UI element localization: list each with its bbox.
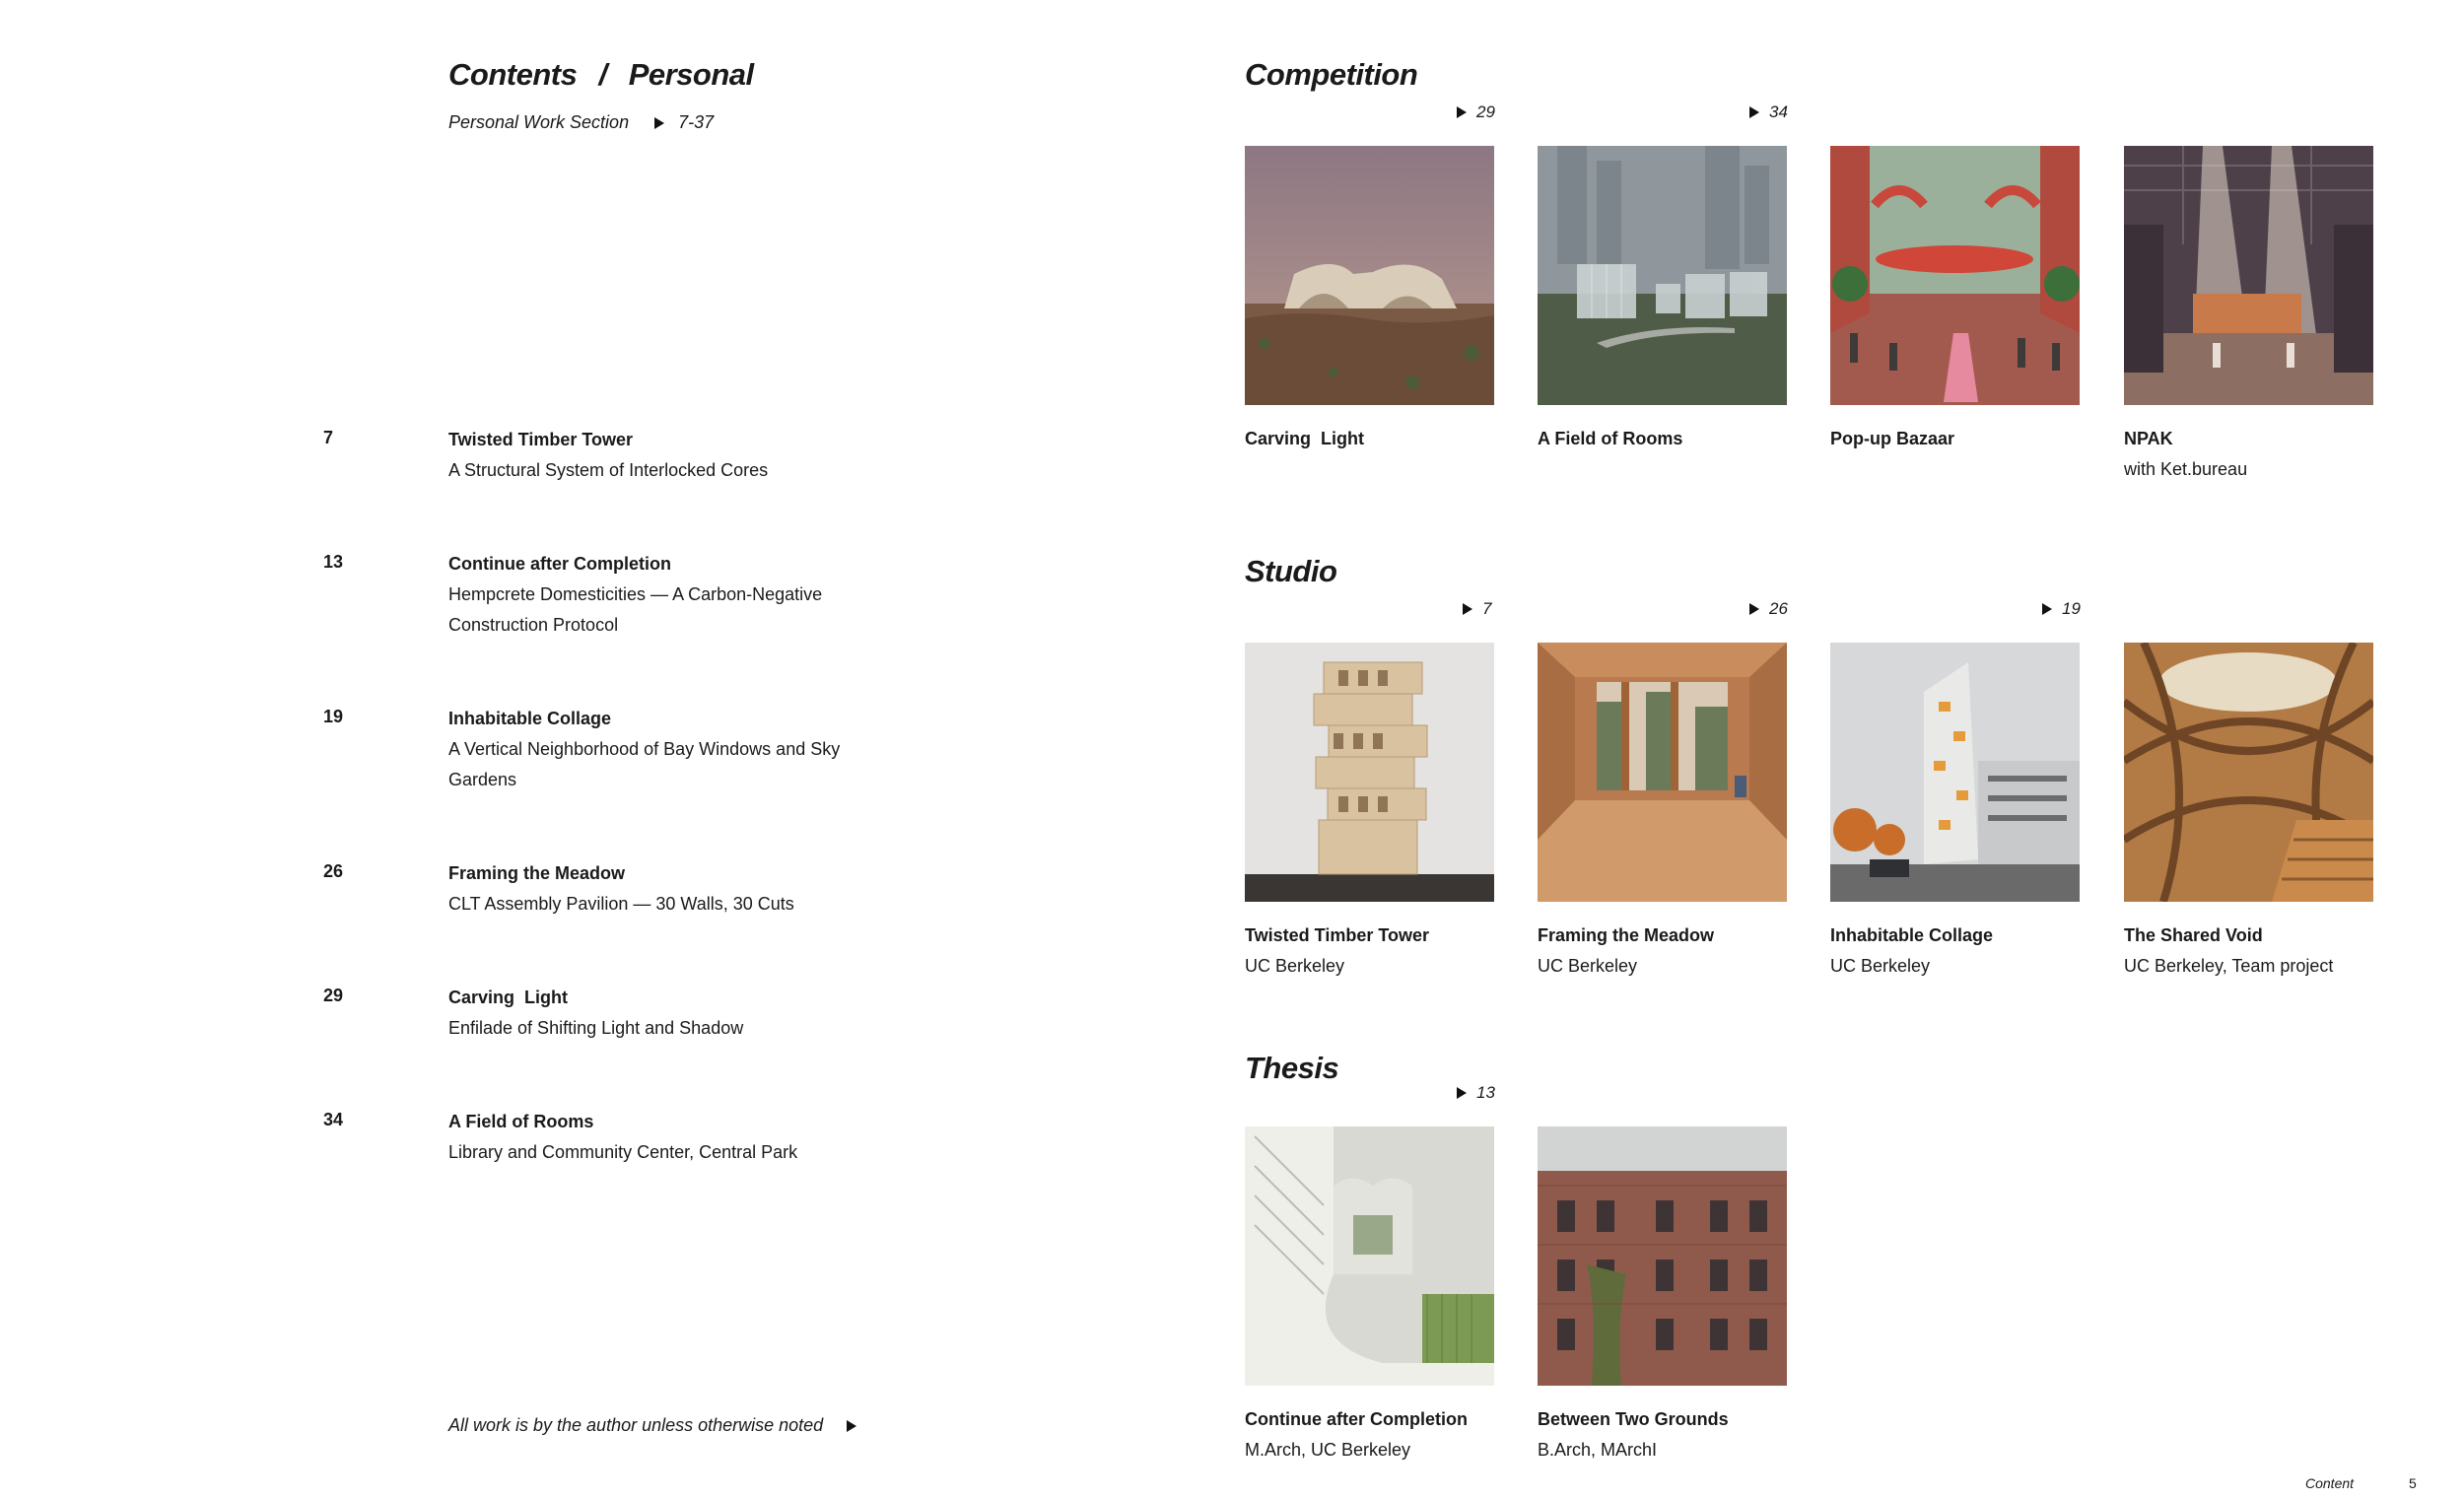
- project-subtitle: with Ket.bureau: [2124, 459, 2248, 479]
- toc-entry[interactable]: [448, 549, 843, 641]
- project-title: NPAK: [2124, 429, 2173, 448]
- page-ref-number: 19: [2062, 599, 2081, 618]
- page-ref[interactable]: [2042, 599, 2081, 619]
- project-subtitle: UC Berkeley: [1538, 956, 1638, 976]
- project-image-brick-facade: [1538, 1126, 1787, 1386]
- section-label: Personal Work Section: [448, 112, 630, 132]
- toc-entry-title: Twisted Timber Tower: [448, 430, 634, 449]
- project-card[interactable]: [2124, 643, 2373, 982]
- project-card[interactable]: [1245, 643, 1494, 982]
- section-title-competition: Competition: [1245, 57, 1418, 92]
- project-title: Twisted Timber Tower: [1245, 925, 1430, 945]
- play-triangle-icon: [1457, 106, 1467, 118]
- project-image-timber-room: [1538, 643, 1787, 902]
- footer-label: Content: [2305, 1475, 2355, 1491]
- toc-entry[interactable]: [448, 1107, 862, 1168]
- project-subtitle: B.Arch, MArchI: [1538, 1440, 1658, 1460]
- page-ref-number: 34: [1769, 102, 1788, 121]
- personal-word: Personal: [628, 57, 754, 92]
- section-range: 7-37: [678, 112, 715, 132]
- project-title: Continue after Completion: [1245, 1409, 1468, 1429]
- project-card[interactable]: [1245, 1126, 1494, 1466]
- play-triangle-icon: [654, 117, 664, 129]
- toc-page-number[interactable]: 29: [323, 986, 344, 1005]
- toc-entry[interactable]: [448, 983, 862, 1044]
- project-title: The Shared Void: [2124, 925, 2263, 945]
- section-title-studio: Studio: [1245, 554, 1337, 588]
- toc-entry-desc: Hempcrete Domesticities — A Carbon-Negative Construction Protocol: [448, 584, 823, 635]
- project-subtitle: M.Arch, UC Berkeley: [1245, 1440, 1411, 1460]
- project-title: A Field of Rooms: [1538, 429, 1683, 448]
- heading-slash: /: [598, 57, 607, 92]
- project-image-timber-tower: [1245, 643, 1494, 902]
- play-triangle-icon: [1457, 1087, 1467, 1099]
- project-image-bazaar: [1830, 146, 2080, 405]
- project-card[interactable]: [2124, 146, 2373, 485]
- toc-entry[interactable]: [448, 858, 862, 920]
- play-triangle-icon: [847, 1420, 856, 1432]
- project-image-white-model: [1245, 1126, 1494, 1386]
- toc-entry-desc: Library and Community Center, Central Park: [448, 1142, 798, 1162]
- toc-entry[interactable]: [448, 704, 843, 795]
- toc-entry-title: Framing the Meadow: [448, 863, 626, 883]
- authorship-note: [448, 1415, 856, 1436]
- contents-heading: [448, 57, 754, 93]
- section-subtitle: [448, 112, 714, 133]
- project-title: Carving Light: [1245, 429, 1364, 448]
- toc-entry-title: A Field of Rooms: [448, 1112, 594, 1131]
- toc-entry-title: Inhabitable Collage: [448, 709, 612, 728]
- page-ref-number: 13: [1476, 1083, 1495, 1102]
- toc-entry-desc: Enfilade of Shifting Light and Shadow: [448, 1018, 744, 1038]
- project-title: Between Two Grounds: [1538, 1409, 1729, 1429]
- project-card[interactable]: [1538, 1126, 1787, 1466]
- project-image-glass-cubes: [1538, 146, 1787, 405]
- toc-entry-desc: A Vertical Neighborhood of Bay Windows and Sky Gardens: [448, 739, 841, 789]
- page-ref-number: 29: [1476, 102, 1495, 121]
- toc-page-number[interactable]: 7: [323, 428, 334, 447]
- page-ref[interactable]: [1463, 599, 1491, 619]
- page-ref-number: 26: [1769, 599, 1788, 618]
- project-subtitle: UC Berkeley: [1245, 956, 1345, 976]
- play-triangle-icon: [1749, 603, 1759, 615]
- project-subtitle: UC Berkeley: [1830, 956, 1931, 976]
- section-title-thesis: Thesis: [1245, 1051, 1339, 1085]
- toc-page-number[interactable]: 26: [323, 861, 344, 881]
- play-triangle-icon: [1463, 603, 1472, 615]
- page-ref[interactable]: [1457, 102, 1495, 122]
- toc-page-number[interactable]: 19: [323, 707, 344, 726]
- footer-page-number: 5: [2409, 1475, 2417, 1491]
- project-title: Inhabitable Collage: [1830, 925, 1994, 945]
- project-image-tower-street: [1830, 643, 2080, 902]
- project-image-skylight-hall: [2124, 146, 2373, 405]
- toc-entry-desc: A Structural System of Interlocked Cores: [448, 460, 769, 480]
- project-subtitle: UC Berkeley, Team project: [2124, 956, 2334, 976]
- page-ref[interactable]: [1749, 102, 1788, 122]
- project-title: Framing the Meadow: [1538, 925, 1715, 945]
- page-ref[interactable]: [1749, 599, 1788, 619]
- page-ref-number: 7: [1482, 599, 1492, 618]
- project-card[interactable]: [1245, 146, 1494, 454]
- page-ref[interactable]: [1457, 1083, 1495, 1103]
- project-image-desert-pavilion: [1245, 146, 1494, 405]
- toc-entry[interactable]: [448, 425, 862, 486]
- project-card[interactable]: [1830, 643, 2080, 982]
- project-card[interactable]: [1538, 146, 1787, 454]
- toc-page-number[interactable]: 13: [323, 552, 344, 572]
- toc-entry-title: Carving Light: [448, 988, 568, 1007]
- toc-entry-title: Continue after Completion: [448, 554, 671, 574]
- toc-page-number[interactable]: 34: [323, 1110, 344, 1129]
- play-triangle-icon: [1749, 106, 1759, 118]
- project-card[interactable]: [1830, 146, 2080, 454]
- project-image-timber-lattice: [2124, 643, 2373, 902]
- project-card[interactable]: [1538, 643, 1787, 982]
- project-title: Pop-up Bazaar: [1830, 429, 1955, 448]
- authorship-note-text: All work is by the author unless otherwise noted: [448, 1415, 824, 1435]
- toc-entry-desc: CLT Assembly Pavilion — 30 Walls, 30 Cuts: [448, 894, 794, 914]
- play-triangle-icon: [2042, 603, 2052, 615]
- contents-word: Contents: [448, 57, 578, 92]
